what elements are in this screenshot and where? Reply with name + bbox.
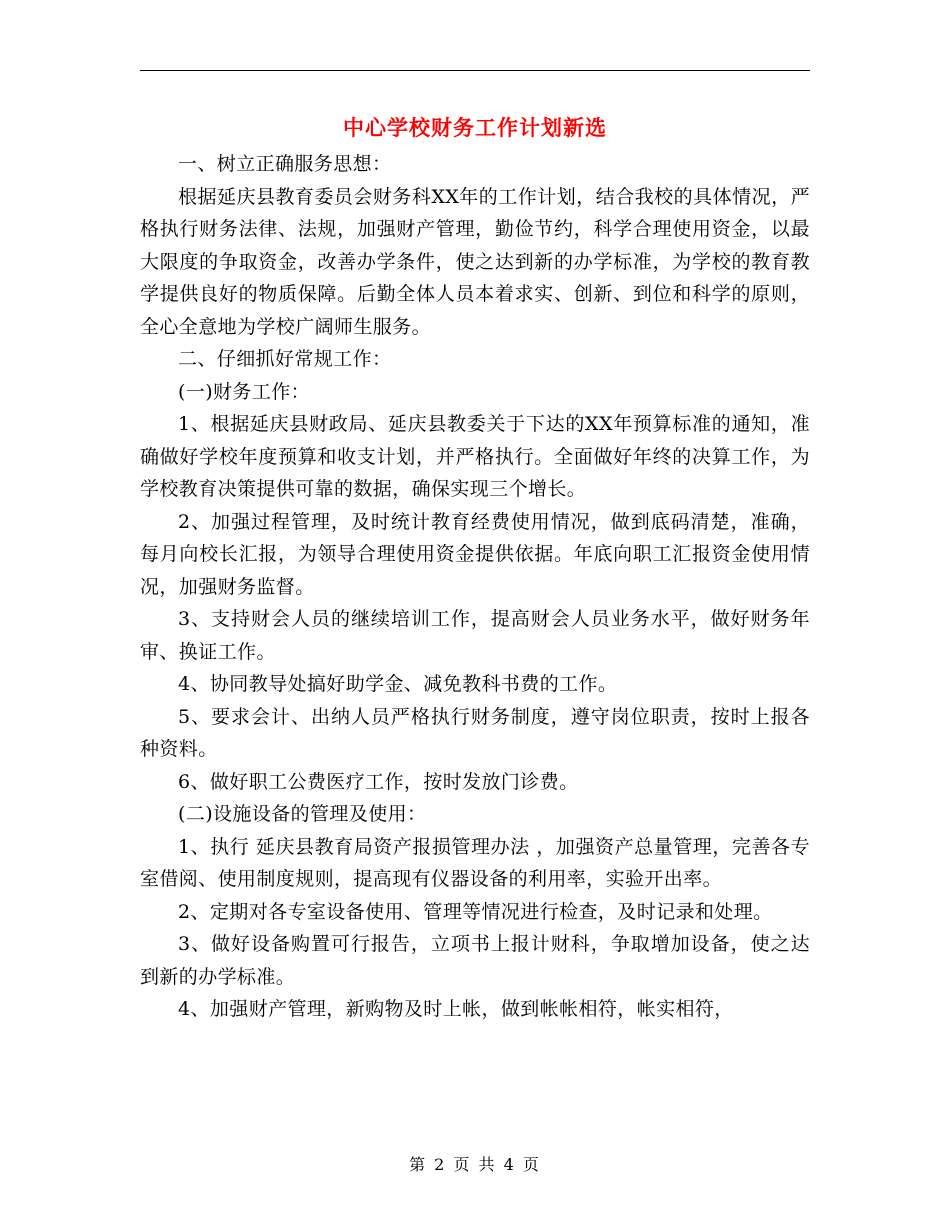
- paragraph: 根据延庆县教育委员会财务科XX年的工作计划，结合我校的具体情况，严格执行财务法律、法规，加强财产管理，勤俭节约，科学合理使用资金，以最大限度的争取资金，改善办学条件，使之达到新的办学标准，为学校的教育教学提供良好的物质保障。后勤全体人员本着求实、创新、到位和科学的原则，全心全意地为学校广阔师生服务。: [140, 185, 810, 338]
- subsection-heading: (一)财务工作：: [178, 380, 311, 403]
- page-number: 第 2 页 共 4 页: [409, 1155, 541, 1174]
- document-body: [140, 148, 810, 1026]
- subsection-heading: (二)设施设备的管理及使用：: [178, 803, 427, 825]
- document-title: 中心学校财务工作计划新选: [343, 115, 607, 140]
- list-item: 3、支持财会人员的继续培训工作，提高财会人员业务水平，做好财务年审、换证工作。: [140, 608, 810, 663]
- list-item: 2、加强过程管理，及时统计教育经费使用情况，做到底码清楚，准确，每月向校长汇报，为领导合理使用资金提供依据。年底向职工汇报资金使用情况，加强财务监督。: [140, 510, 810, 598]
- list-item: 1、根据延庆县财政局、延庆县教委关于下达的XX年预算标准的通知，准确做好学校年度预算和收支计划，并严格执行。全面做好年终的决算工作，为学校教育决策提供可靠的数据，确保实现三个增长。: [140, 413, 810, 500]
- header-rule: [140, 70, 810, 71]
- section-heading: 二、仔细抓好常规工作：: [178, 348, 392, 370]
- list-item: 4、加强财产管理，新购物及时上帐，做到帐帐相符，帐实相符，: [178, 998, 734, 1020]
- list-item: 1、执行 延庆县教育局资产报损管理办法 ，加强资产总量管理，完善各专室借阅、使用制度规则，提高现有仪器设备的利用率，实验开出率。: [140, 835, 810, 890]
- list-item: 2、定期对各专室设备使用、管理等情况进行检查，及时记录和处理。: [178, 900, 773, 923]
- list-item: 6、做好职工公费医疗工作，按时发放门诊费。: [178, 770, 579, 793]
- section-heading: 一、树立正确服务思想：: [178, 153, 392, 175]
- list-item: 3、做好设备购置可行报告，立项书上报计财科，争取增加设备，使之达到新的办学标准。: [140, 933, 810, 988]
- list-item: 4、协同教导处搞好助学金、减免教科书费的工作。: [178, 673, 618, 695]
- list-item: 5、要求会计、出纳人员严格执行财务制度，遵守岗位职责，按时上报各种资料。: [140, 705, 810, 760]
